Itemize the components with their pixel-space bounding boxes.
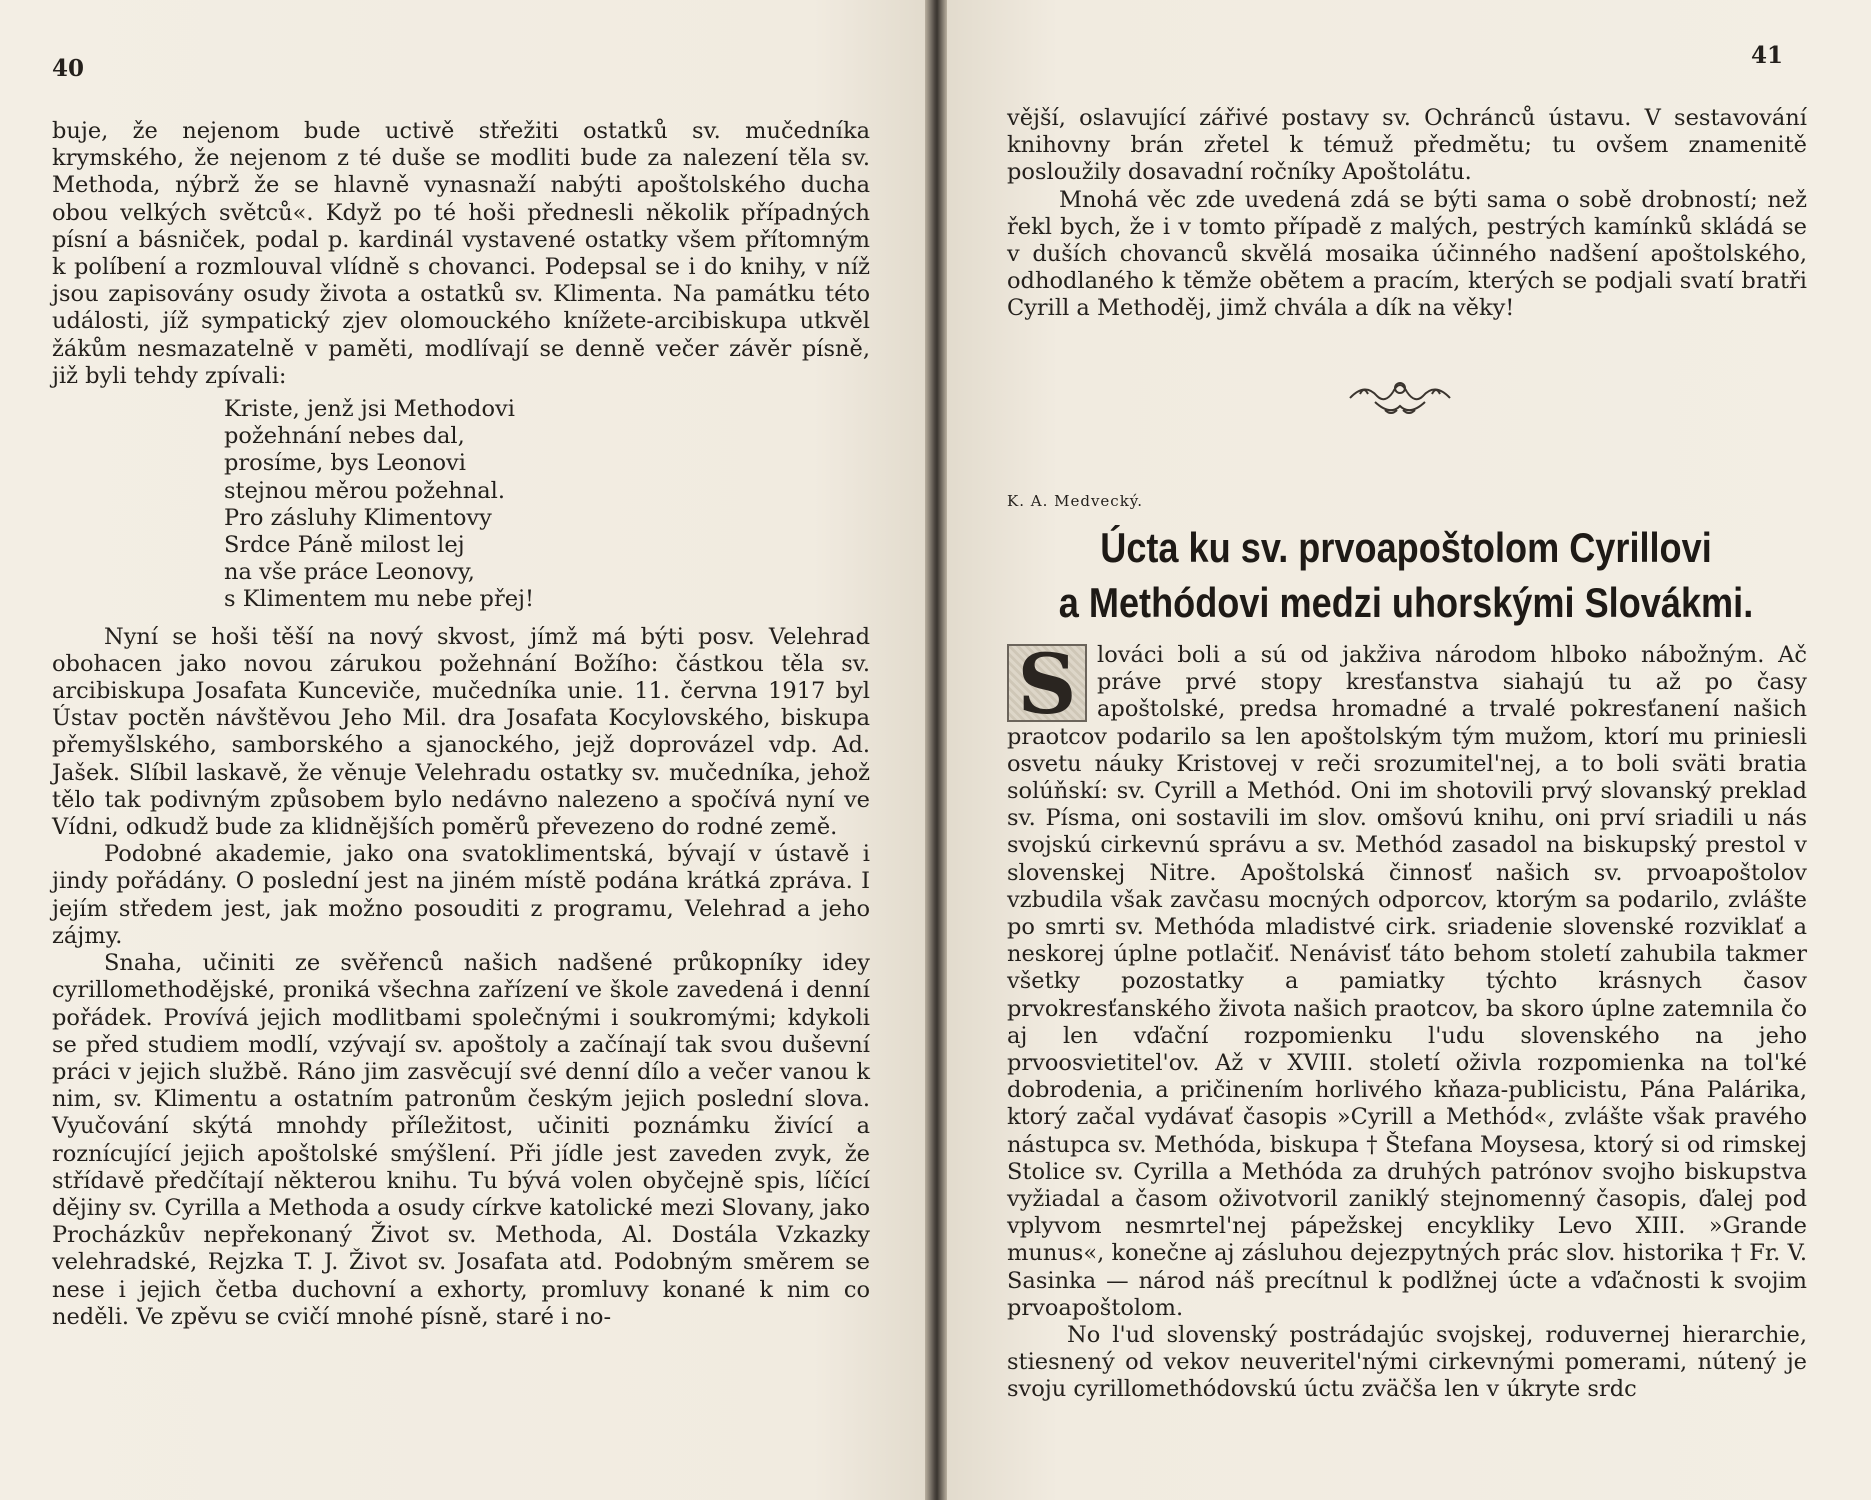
left-paragraph-4: Snaha, učiniti ze svěřenců našich nadšené průkopníky idey cyrillomethodějské, proniká všechna zařízení ve škole zavedená i denní pořádek. Provívá jejich modlitbami společnými i soukromými; kdykoli se před studiem modlí, vzývají sv. apoštoly a začínají tak svou duševní práci v jejich službě. Ráno jim zasvěcují své denní dílo a večer vanou k nim, sv. Klimentu a ostatním patronům českým jejich poslední slova. Vyučování skýtá mnohdy příležitost, učiniti poznámku živící a roznícující jejich apoštolské smýšlení. Při jídle jest zaveden zvyk, že střídavě předčítají některou knihu. Tu bývá volen obyčejně spis, líčící dějiny sv. Cyrilla a Methoda a osudy církve katolické mezi Slovany, jako Procházkův nepřekonaný Život sv. Methoda, Al. Dostála Vzkazky velehradské, Rejzka T. J. Život sv. Josafata atd. Podobným směrem se nese i jejich četba duchovní a exhorty, promluvy konané k nim co neděli. Ve zpěvu se cvičí mnohé písně, staré i no- [52, 950, 870, 1330]
article-title-line-2: a Methódovi medzi uhorskými Slovákmi. [1058, 579, 1754, 626]
page-number-left: 40 [52, 55, 85, 82]
poem-line: Kriste, jenž jsi Methodovi [224, 396, 515, 423]
right-page-top-text [1007, 105, 1807, 323]
left-page [0, 0, 925, 1500]
page-number-right: 41 [1750, 42, 1783, 69]
left-paragraph-3: Podobné akademie, jako ona svatoklimentská, bývají v ústavě i jindy pořádány. O poslední jest na jiném místě podána krátká zpráva. I jejím středem jest, jak možno posouditi z programu, Velehrad a jeho zájmy. [52, 841, 870, 949]
decorative-initial [1007, 637, 1087, 733]
hymn-verse [224, 396, 870, 614]
article-body [1007, 637, 1807, 1404]
floral-ornament-icon [1345, 372, 1455, 420]
drop-cap-letter: S [1017, 637, 1077, 733]
article-author: K. A. Medvecký. [1007, 492, 1144, 510]
right-paragraph-3: lováci boli a sú od jakživa národom hlboko nábožným. Ač práve prvé stopy kresťanstva siahajú tu až po časy apoštolské, predsa hromadné a trvalé pokresťanení našich praotcov podarilo sa len apoštolským tým mužom, ktorí mu priniesli osvetu náuky Kristovej v reči srozumitel'nej, a to boli sväti bratia solúňskí: sv. Cyrill a Methód. Oni im shotovili prvý slovanský preklad sv. Písma, oni sostavili im slov. omšovú knihu, oni prví sriadili u nás svojskú cirkevnú správu a sv. Methód zasadol na biskupský prestol v slovenskej Nitre. Apoštolská činnosť našich sv. prvoapoštolov vzbudila však zavčasu mocných odporcov, ktorým sa podarilo, zvlášte po smrti sv. Methóda mladistvé cirk. sriadenie slovenské rozviklať a neskorej úplne potlačiť. Nenávisť táto behom století zahubila takmer všetky pozostatky a pamiatky týchto krásnych časov prvokresťanského života našich praotcov, ba skoro úplne zatemnila čo aj len vďační rozpomienku l'udu slovenského na jeho prvoosvietitel'ov. Až v XVIII. století oživla rozpomienka na tol'ké dobrodenia, a pričinením horlivého kňaza-publicistu, Pána Palárika, ktorý začal vydávať časopis »Cyrill a Methód«, zvlášte však pravého nástupca sv. Methóda, biskupa † Štefana Moysesa, ktorý si od rimskej Stolice sv. Cyrilla a Methóda za druhých patrónov svojho biskupstva vyžiadal a časom oživotvoril zaniklý stejnomenný časopis, ďalej pod vplyvom nesmrtel'nej pápežskej encykliky Levo XIII. »Grande munus«, konečne aj zásluhou dejezpytných prác slov. historika † Fr. V. Sasinka — národ náš precítnul k podlžnej úcte a vďačnosti k svojim prvoapoštolom. [1007, 642, 1807, 1321]
article-title-line-1: Úcta ku sv. prvoapoštolom Cyrillovi [1100, 524, 1712, 571]
poem-line: stejnou měrou požehnal. [224, 477, 506, 504]
left-paragraph-1: buje, že nejenom bude uctivě střežiti ostatků sv. mučedníka krymského, že nejenom z té duše se modliti bude za nalezení těla sv. Methoda, nýbrž že se hlavně vynasnaží nabýti apoštolského ducha obou velkých světců«. Když po té hoši přednesli několik případných písní a básniček, podal p. kardinál vystavené ostatky všem přítomným k políbení a rozmlouval vlídně s chovanci. Podepsal se i do knihy, v níž jsou zapisovány osudy života a ostatků sv. Klimenta. Na památku této události, jíž sympatický zjev olomouckého knížete-arcibiskupa utkvěl žákům nesmazatelně v paměti, modlívají se denně večer závěr písně, již byli tehdy zpívali: [52, 118, 870, 389]
poem-line: prosíme, bys Leonovi [224, 450, 466, 477]
left-paragraph-2: Nyní se hoši těší na nový skvost, jímž má býti posv. Velehrad obohacen jako novou zárukou požehnání Božího: částkou těla sv. arcibiskupa Josafata Kunceviče, mučedníka unie. 11. června 1917 byl Ústav poctěn návštěvou Jeho Mil. dra Josafata Kocylovského, biskupa přemyšlského, samborského a sjanockého, jejž doprovázel vdp. Ad. Jašek. Slíbil laskavě, že věnuje Velehradu ostatky sv. mučedníka, jehož tělo tak podivným způsobem bylo nedávno nalezeno a spočívá nyní ve Vídni, odkudž bude za klidnějších poměrů převezeno do rodné země. [52, 623, 870, 841]
right-paragraph-2: Mnohá věc zde uvedená zdá se býti sama o sobě drobností; než řekl bych, že i v tomto případě z malých, pestrých kamínků skládá se v duších chovanců skvělá mosaika účinného nadšení apoštolského, odhodlaného k těmže obětem a pracím, kterých se podjali svatí bratři Cyrill a Methoděj, jimž chvála a dík na věky! [1007, 186, 1807, 322]
left-page-text [52, 118, 870, 1331]
right-page [947, 0, 1871, 1500]
book-gutter [925, 0, 947, 1500]
poem-line: Pro zásluhy Klimentovy [224, 504, 492, 531]
poem-line: požehnání nebes dal, [224, 423, 465, 450]
article-title [1037, 520, 1775, 630]
poem-line: Srdce Páně milost lej [224, 532, 465, 559]
right-paragraph-4: No l'ud slovenský postrádajúc svojskej, roduvernej hierarchie, stiesnený od vekov neuveritel'nými cirkevnými pomerami, nútený je svoju cyrillomethódovskú úctu zväčša len v úkryte srdc [1007, 1322, 1807, 1403]
poem-line: na vše práce Leonovy, [224, 559, 475, 586]
poem-line: s Klimentem mu nebe přej! [224, 586, 535, 613]
right-paragraph-1: vější, oslavující zářivé postavy sv. Ochránců ústavu. V sestavování knihovny brán zřetel k témuž předmětu; tu ovšem znamenitě posloužily dosavadní ročníky Apoštolátu. [1007, 105, 1807, 186]
